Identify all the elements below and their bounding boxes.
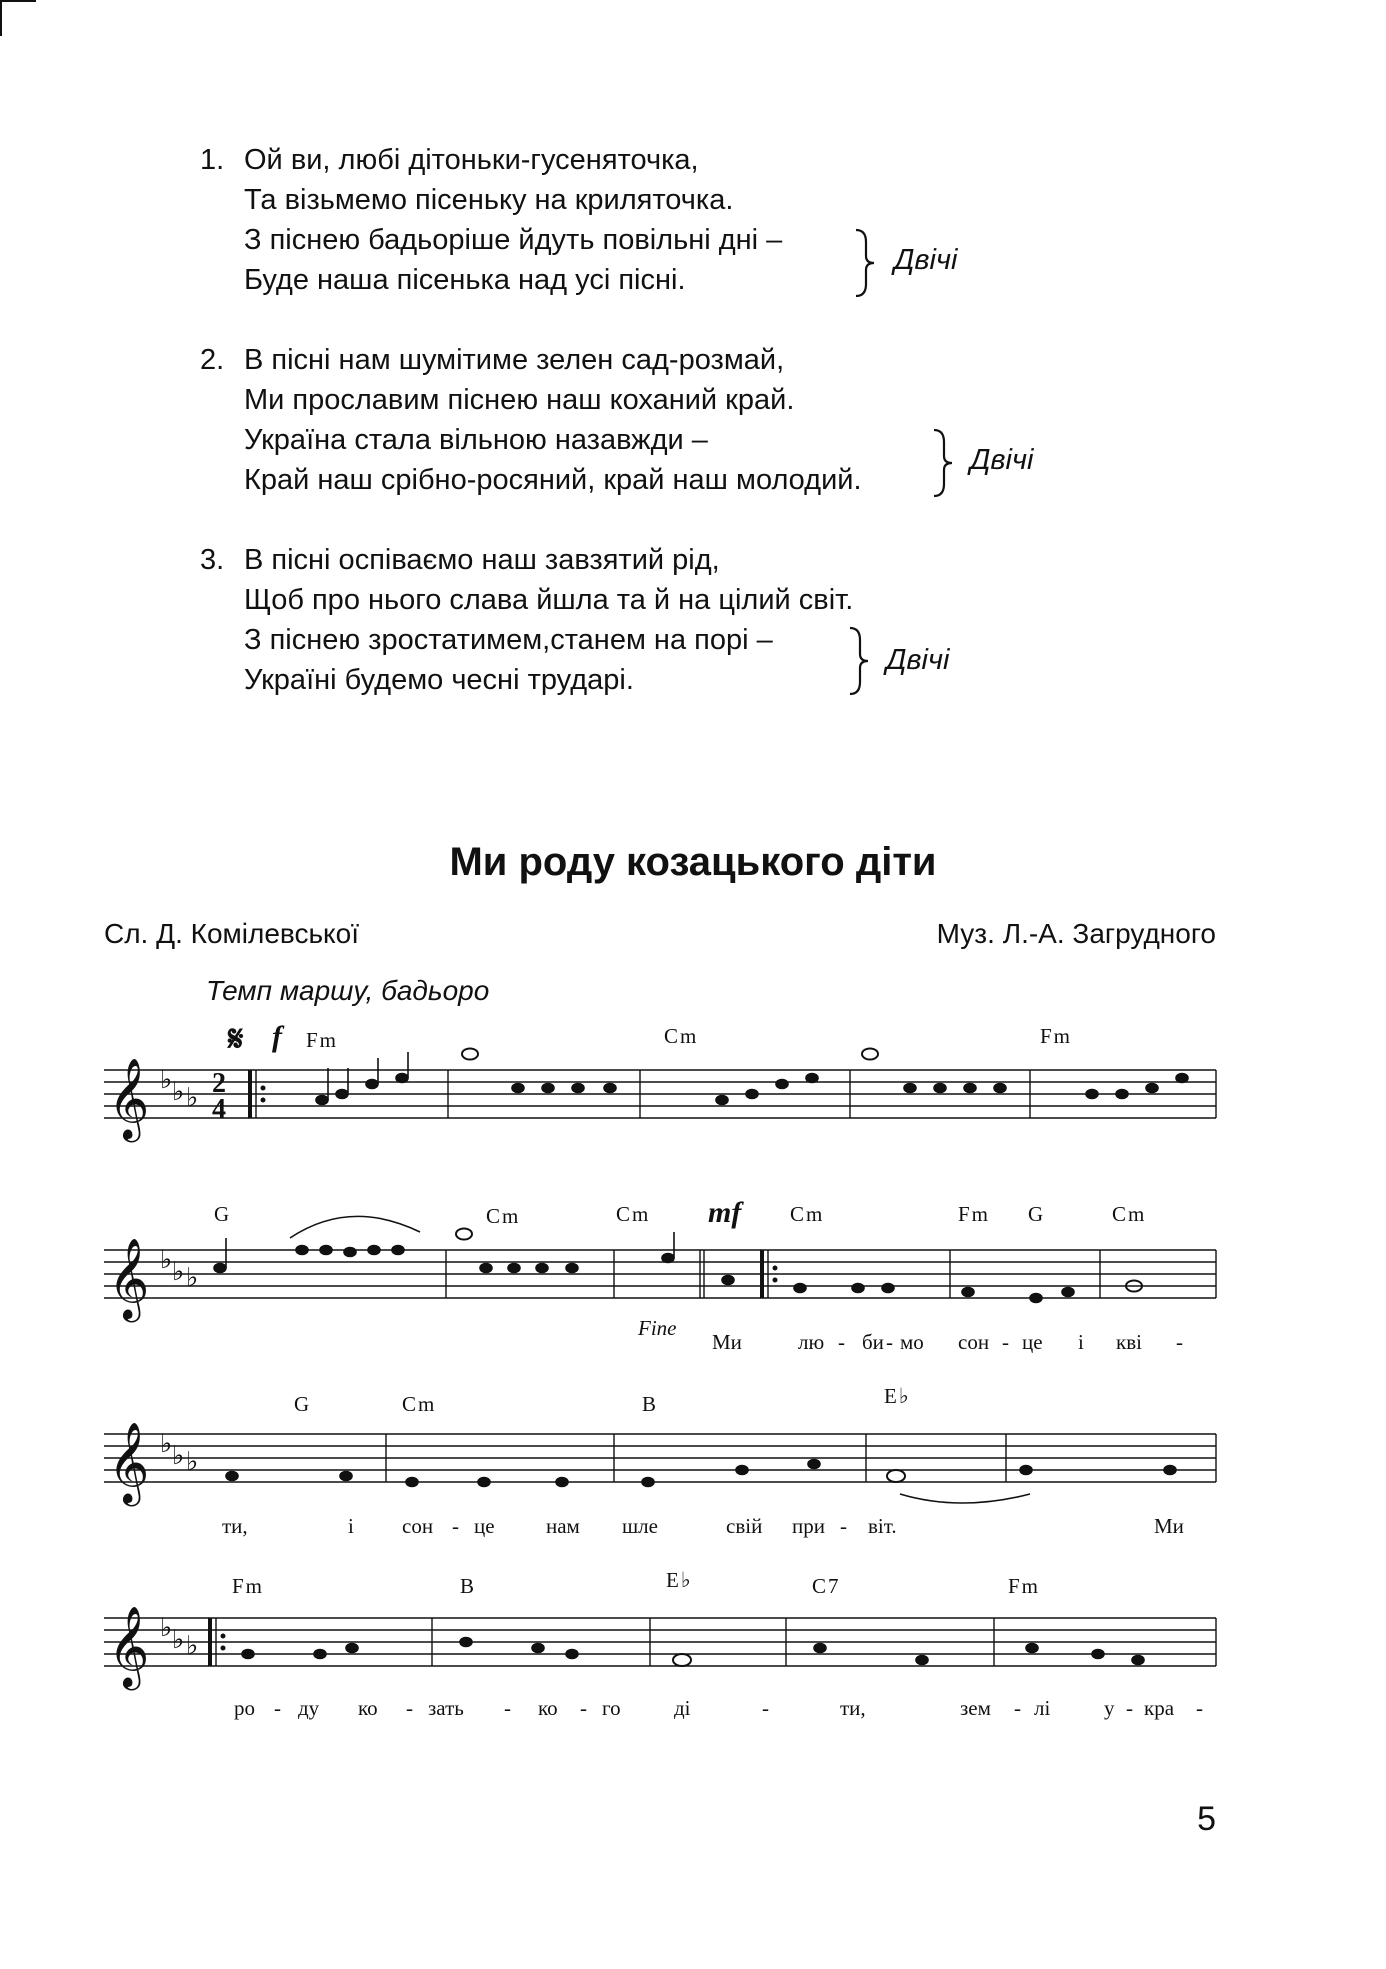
lyric-syllable: свій	[726, 1514, 763, 1538]
staff-row-3	[0, 1382, 1386, 1542]
lyric-syllable: лю	[798, 1330, 825, 1354]
lyric-syllable: -	[840, 1514, 847, 1538]
lyric-syllable: шле	[622, 1514, 658, 1538]
verse-line: Україні будемо чесні трударі.	[244, 664, 634, 696]
chord-symbol: Fm	[232, 1574, 265, 1598]
lyric-syllable: і	[348, 1514, 354, 1538]
svg-text:♭: ♭	[186, 1631, 199, 1661]
chord-symbol: Fm	[1008, 1574, 1041, 1598]
lyric-syllable: зать	[428, 1696, 464, 1720]
staff-row-1	[0, 1018, 1386, 1168]
svg-text:𝄞: 𝄞	[108, 1057, 150, 1139]
lyric-syllable: ду	[298, 1696, 320, 1720]
lyric-syllable: ко	[538, 1696, 558, 1720]
verse-line: Ой ви, любі дітоньки-гусеняточка,	[244, 144, 699, 176]
lyric-syllable: -	[406, 1696, 413, 1720]
verse-number: 1.	[200, 144, 225, 176]
repeat-brace	[932, 428, 954, 498]
verse-line: З піснею бадьоріше йдуть повільні дні –	[244, 224, 783, 256]
svg-text:♭: ♭	[186, 1083, 199, 1113]
chord-symbol: Fm	[306, 1028, 339, 1052]
repeat-label: Двічі	[886, 644, 950, 676]
chord-symbol: E♭	[884, 1384, 911, 1408]
lyric-syllable: кві	[1116, 1330, 1142, 1354]
lyric-syllable: -	[1014, 1696, 1021, 1720]
svg-text:♭: ♭	[186, 1447, 199, 1477]
staff-row-2	[0, 1198, 1386, 1358]
lyric-syllable: -	[1196, 1696, 1203, 1720]
svg-text:2: 2	[212, 1068, 226, 1099]
lyric-syllable: го	[602, 1696, 621, 1720]
lyricist-credit: Сл. Д. Комілевської	[104, 918, 359, 949]
lyric-syllable: зем	[960, 1696, 991, 1720]
lyric-syllable: -	[452, 1514, 459, 1538]
song-title: Ми роду козацького діти	[449, 840, 937, 884]
chord-symbol: B	[460, 1574, 477, 1598]
verse-line: Буде наша пісенька над усі пісні.	[244, 264, 686, 296]
page-number: 5	[1197, 1800, 1216, 1838]
chord-symbol: G	[214, 1202, 232, 1226]
lyric-syllable: кра	[1144, 1696, 1175, 1720]
svg-text:♭: ♭	[172, 1625, 185, 1655]
repeat-brace	[854, 228, 876, 298]
svg-text:♭: ♭	[160, 1429, 173, 1459]
lyric-syllable: сон	[402, 1514, 434, 1538]
lyric-syllable: -	[274, 1696, 281, 1720]
lyric-syllable: Ми	[712, 1330, 742, 1354]
lyric-syllable: ти,	[222, 1514, 248, 1538]
chord-symbol: E♭	[666, 1568, 693, 1592]
svg-text:♭: ♭	[160, 1065, 173, 1095]
lyric-syllable: лі	[1034, 1696, 1051, 1720]
svg-text:♭: ♭	[186, 1263, 199, 1293]
verse-line: В пісні оспіваємо наш завзятий рід,	[244, 544, 720, 576]
svg-text:𝄞: 𝄞	[108, 1237, 150, 1319]
lyric-syllable: ти,	[840, 1696, 866, 1720]
repeat-label: Двічі	[970, 444, 1034, 476]
fine-marking: Fine	[638, 1316, 677, 1340]
verse-line: Україна стала вільною назавжди –	[244, 424, 708, 456]
lyric-syllable: -	[580, 1696, 587, 1720]
lyric-syllable: віт.	[868, 1514, 897, 1538]
segno-sign: 𝄋	[228, 1018, 244, 1060]
chord-symbol: Cm	[486, 1204, 521, 1228]
lyric-syllable: нам	[546, 1514, 580, 1538]
chord-symbol: B	[642, 1392, 659, 1416]
composer-credit: Муз. Л.-А. Загрудного	[936, 918, 1216, 949]
dynamic-forte: f	[272, 1020, 282, 1053]
svg-text:♭: ♭	[172, 1441, 185, 1471]
lyric-syllable: -	[1126, 1696, 1133, 1720]
chord-symbol: Cm	[790, 1202, 825, 1226]
lyric-syllable: сон	[958, 1330, 990, 1354]
svg-text:𝄞: 𝄞	[108, 1605, 150, 1687]
chord-symbol: Cm	[1112, 1202, 1147, 1226]
music-staff	[0, 1566, 1386, 1726]
svg-text:4: 4	[212, 1094, 226, 1125]
chord-symbol: Cm	[402, 1392, 437, 1416]
lyric-syllable: -	[504, 1696, 511, 1720]
verse-line: Щоб про нього слава йшла та й на цілий світ.	[244, 584, 854, 616]
lyric-syllable: -	[838, 1330, 845, 1354]
lyric-syllable: -	[1002, 1330, 1009, 1354]
lyric-syllable: це	[1022, 1330, 1043, 1354]
lyric-syllable: Ми	[1154, 1514, 1184, 1538]
dynamic-mezzo-forte: mf	[708, 1196, 742, 1229]
verse-line: В пісні нам шумітиме зелен сад-розмай,	[244, 344, 785, 376]
repeat-brace	[848, 626, 870, 696]
lyric-syllable: мо	[900, 1330, 924, 1354]
verse-line: Ми прославим піснею наш коханий край.	[244, 384, 795, 416]
lyric-syllable: -	[886, 1330, 893, 1354]
chord-symbol: Fm	[1040, 1024, 1073, 1048]
svg-text:♭: ♭	[160, 1245, 173, 1275]
verse-line: Край наш срібно-росяний, край наш молодий.	[244, 464, 862, 496]
repeat-label: Двічі	[894, 244, 958, 276]
staff-row-4	[0, 1566, 1386, 1726]
verse-line: Та візьмемо пісеньку на криляточка.	[244, 184, 734, 216]
chord-symbol: Cm	[664, 1024, 699, 1048]
verse-number: 2.	[200, 344, 225, 376]
lyric-syllable: і	[1078, 1330, 1084, 1354]
music-staff	[0, 1382, 1386, 1542]
music-staff	[0, 1018, 1386, 1168]
lyric-syllable: у	[1104, 1696, 1115, 1720]
lyric-syllable: ро	[234, 1696, 255, 1720]
svg-text:♭: ♭	[172, 1077, 185, 1107]
verse-number: 3.	[200, 544, 225, 576]
chord-symbol: Cm	[616, 1202, 651, 1226]
svg-text:♭: ♭	[172, 1257, 185, 1287]
music-staff	[0, 1198, 1386, 1358]
tempo-marking: Темп маршу, бадьоро	[206, 975, 490, 1006]
chord-symbol: G	[294, 1392, 312, 1416]
lyric-syllable: ко	[358, 1696, 378, 1720]
crop-mark	[0, 0, 36, 36]
svg-text:𝄞: 𝄞	[108, 1421, 150, 1503]
lyric-syllable: -	[1176, 1330, 1183, 1354]
lyric-syllable: при	[792, 1514, 825, 1538]
chord-symbol: C7	[812, 1574, 841, 1598]
lyric-syllable: би	[862, 1330, 884, 1354]
svg-text:♭: ♭	[160, 1613, 173, 1643]
lyric-syllable: ді	[674, 1696, 691, 1720]
chord-symbol: Fm	[958, 1202, 991, 1226]
lyric-syllable: -	[762, 1696, 769, 1720]
lyric-syllable: це	[474, 1514, 495, 1538]
verse-line: З піснею зростатимем,станем на порі –	[244, 624, 773, 656]
chord-symbol: G	[1028, 1202, 1046, 1226]
